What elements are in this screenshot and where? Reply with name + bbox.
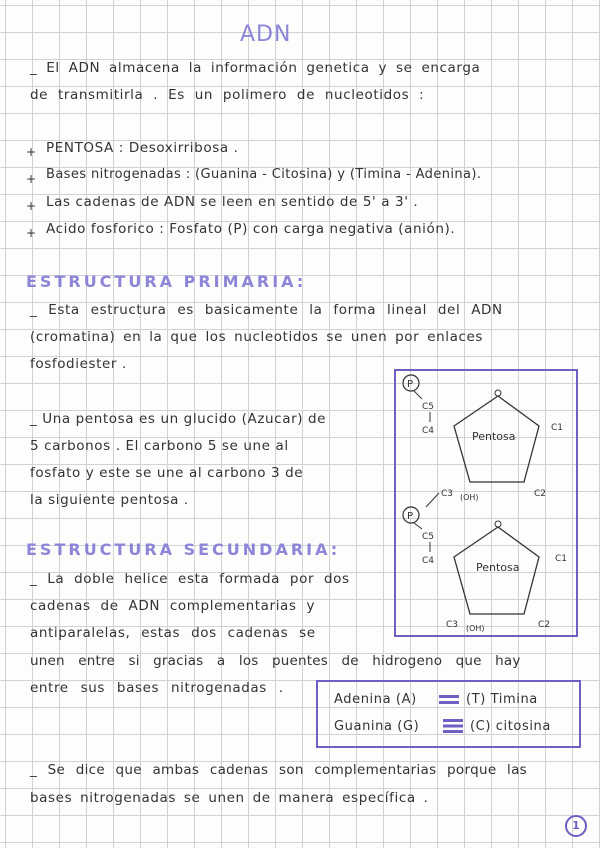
bond-line [414,391,422,399]
phosphate-label: P [407,511,414,522]
pentosa-text: fosfato y este se une al carbono 3 de [30,465,304,481]
bullet-lectura: Las cadenas de ADN se leen en sentido de 5' a 3' . [46,194,419,210]
bullet-pentosa: PENTOSA : Desoxirribosa . [46,140,239,156]
bullet-marker: + [26,199,37,213]
secundaria-text: _ La doble helice esta formada por dos [30,571,350,587]
pentose-label: Pentosa [472,430,516,443]
bullet-fosforico: Acido fosforico : Fosfato (P) con carga negativa (anión). [46,221,456,237]
secundaria-text: antiparalelas, estas dos cadenas se [30,625,316,641]
adenine-label: Adenina (A) [334,692,417,707]
phosphate-label: P [407,379,414,390]
bullet-marker: + [26,145,37,159]
pentose-label: Pentosa [476,561,520,574]
bullet-marker: + [26,172,37,186]
ring-oxygen [495,521,501,527]
page-number: 1 [565,815,587,837]
bond-line [414,523,422,529]
bond-line [426,493,439,507]
c5-label: C5 [422,402,435,412]
intro-line-1: _ El ADN almacena la información genetica y se encarga [30,60,481,76]
c3-label: C3 [441,489,454,499]
c2-label: C2 [538,620,551,630]
ring-oxygen [495,390,501,396]
bullet-bases: Bases nitrogenadas : (Guanina - Citosina) y (Timina - Adenina). [46,167,482,182]
secundaria-text: cadenas de ADN complementarias y [30,598,316,614]
primaria-text: (cromatina) en la que los nucleotidos se unen por enlaces [30,329,484,345]
c4-label: C4 [422,556,435,566]
bullet-marker: + [26,226,37,240]
secundaria-text: unen entre si gracias a los puentes de hidrogeno que hay [30,653,521,669]
pentosa-text: 5 carbonos . El carbono 5 se une al [30,438,289,454]
closing-text: bases nitrogenadas se unen de manera específica . [30,790,429,806]
nucleotide-diagram [394,369,578,637]
c4-label: C4 [422,426,435,436]
base-pairs-box [316,680,581,748]
cytosine-label: (C) citosina [470,719,551,734]
c1-label: C1 [555,554,568,564]
c5-label: C5 [422,532,435,542]
primaria-text: _ Esta estructura es basicamente la forma lineal del ADN [30,302,503,318]
oh-label: (OH) [466,624,485,633]
c3-label: C3 [446,620,459,630]
pentosa-text: _ Una pentosa es un glucido (Azucar) de [30,411,327,427]
page-title: ADN [240,22,292,47]
heading-secundaria: ESTRUCTURA SECUNDARIA: [26,540,341,559]
intro-line-2: de transmitirla . Es un polimero de nucleotidos : [30,87,425,103]
secundaria-text: entre sus bases nitrogenadas . [30,680,284,696]
pentosa-text: la siguiente pentosa . [30,492,189,508]
triple-bond-icon [442,718,464,734]
primaria-text: fosfodiester . [30,356,127,372]
c1-label: C1 [551,423,564,433]
oh-label: (OH) [460,493,479,502]
double-bond-icon [438,693,460,707]
thymine-label: (T) Timina [466,692,538,707]
guanine-label: Guanina (G) [334,719,420,734]
c2-label: C2 [534,489,547,499]
heading-primaria: ESTRUCTURA PRIMARIA: [26,272,307,291]
closing-text: _ Se dice que ambas cadenas son complementarias porque las [30,762,527,778]
